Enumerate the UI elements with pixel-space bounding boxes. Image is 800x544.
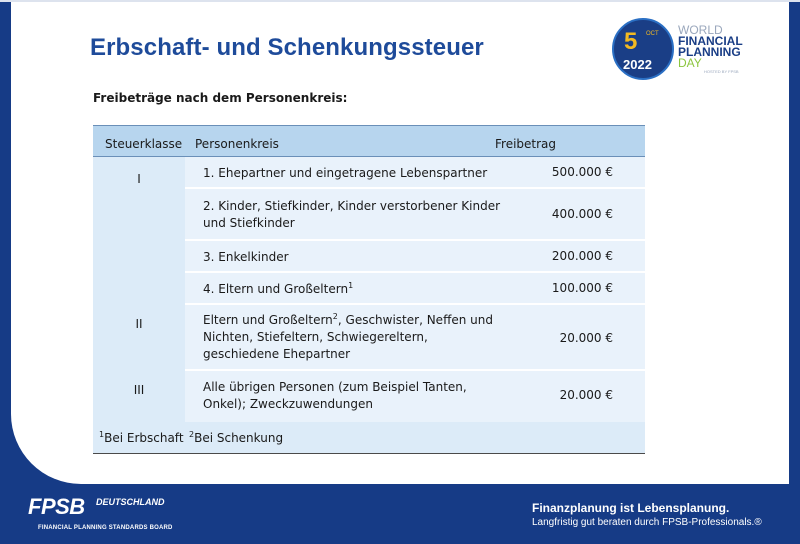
- date-badge: [612, 18, 674, 80]
- logo-line-world: WORLD: [678, 23, 723, 37]
- footnote-marker: 1: [348, 281, 354, 290]
- fpsb-board-name: FINANCIAL PLANNING STANDARDS BOARD: [38, 525, 173, 531]
- row-person-group-text: Eltern und Großeltern: [203, 313, 333, 327]
- tax-class-i: I: [137, 172, 141, 186]
- header-freibetrag: Freibetrag: [495, 137, 557, 151]
- tax-class-iii: III: [133, 383, 145, 397]
- table-row: [185, 305, 645, 371]
- footnote-text: Bei Erbschaft: [104, 431, 184, 445]
- footer: [0, 484, 800, 544]
- table-header: [93, 125, 645, 157]
- badge-day-number: 5: [624, 28, 638, 55]
- row-allowance: 20.000 €: [559, 388, 613, 402]
- logo-line-day: DAY: [678, 56, 702, 70]
- slogan-main: Finanzplanung ist Lebensplanung.: [532, 501, 730, 515]
- table-row: [185, 157, 645, 189]
- row-person-group-text-rest: , Geschwister, Neffen und Nichten, Stiefeltern, Schwiegereltern, geschiedene Ehepartner: [203, 313, 493, 361]
- tax-class-ii: II: [135, 317, 143, 331]
- logo-hosted-by: HOSTED BY FPSB: [704, 69, 739, 74]
- row-person-group: 3. Enkelkinder: [203, 250, 289, 264]
- footnote-row: [93, 422, 645, 454]
- footnote-text: Bei Schenkung: [194, 431, 284, 445]
- world-financial-planning-day-logo: [612, 18, 772, 82]
- badge-year: 2022: [623, 57, 652, 72]
- row-allowance: 500.000 €: [551, 165, 613, 179]
- slogan-sub: Langfristig gut beraten durch FPSB-Professionals.®: [532, 517, 762, 528]
- footnote-inheritance: [99, 431, 184, 445]
- table-row: [185, 273, 645, 305]
- row-person-group-text: 4. Eltern und Großeltern: [203, 282, 349, 296]
- allowance-table: [93, 125, 645, 455]
- footnote-marker: 2: [189, 430, 195, 439]
- row-allowance: 200.000 €: [551, 249, 613, 263]
- row-allowance: 400.000 €: [551, 207, 613, 221]
- badge-month: OCT: [646, 31, 659, 37]
- logo-line-financial: FINANCIAL: [678, 34, 743, 48]
- row-allowance: 100.000 €: [551, 281, 613, 295]
- table-caption: Freibeträge nach dem Personenkreis:: [93, 91, 348, 105]
- footnote-marker: 1: [99, 430, 105, 439]
- row-person-group: 2. Kinder, Stiefkinder, Kinder verstorbener Kinder und Stiefkinder: [203, 199, 501, 230]
- row-person-group: [203, 312, 493, 363]
- row-person-group: Alle übrigen Personen (zum Beispiel Tanten, Onkel); Zweckzuwendungen: [203, 380, 467, 411]
- fpsb-logo: [28, 494, 188, 538]
- header-personenkreis: Personenkreis: [195, 137, 279, 151]
- fpsb-country: DEUTSCHLAND: [96, 497, 165, 507]
- footnote-gift: [189, 431, 283, 445]
- page-title: Erbschaft- und Schenkungssteuer: [90, 34, 484, 61]
- table-row: [185, 241, 645, 273]
- table-row: [185, 371, 645, 422]
- row-allowance: 20.000 €: [559, 331, 613, 345]
- tax-class-column: [93, 157, 185, 422]
- logo-wordmark: [678, 25, 743, 69]
- table-row: [185, 189, 645, 241]
- row-person-group: 1. Ehepartner und eingetragene Lebenspartner: [203, 166, 488, 180]
- footnote-marker: 2: [332, 312, 338, 321]
- header-steuerklasse: Steuerklasse: [105, 137, 183, 151]
- person-group-area: [185, 157, 645, 422]
- logo-line-planning: PLANNING: [678, 45, 741, 59]
- fpsb-wordmark: FPSB: [28, 494, 85, 519]
- row-person-group: [203, 281, 353, 298]
- footer-slogan: [532, 501, 762, 530]
